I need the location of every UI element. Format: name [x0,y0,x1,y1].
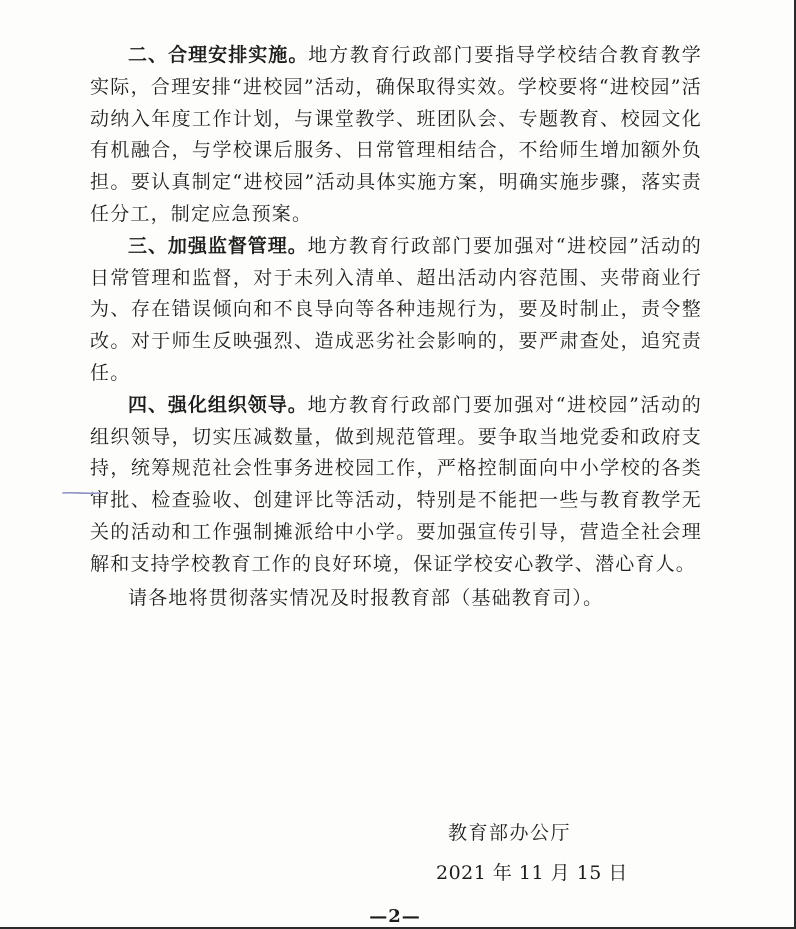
section-heading: 三、加强监督管理。 [128,234,308,257]
closing-paragraph: 请各地将贯彻落实情况及时报教育部（基础教育司）。 [128,586,604,609]
section-heading: 二、合理安排实施。 [128,44,309,66]
section-text: 地方教育行政部门要加强对“进校园”活动的日常管理和监督，对于未列入清单、超出活动内容范围、夹带商业行为、存在错误倾向和不良导向等各种违规行为，要及时制止，责令整改。对于师生反映强烈、造成恶劣社会影响的，要严肃查处，追究责任。 [90,234,702,384]
page-number: —2— [369,906,421,927]
signature-organization: 教育部办公厅 [448,822,572,844]
section-text: 地方教育行政部门要加强对“进校园”活动的组织领导，切实压减数量，做到规范管理。要争取当地党委和政府支持，统筹规范社会性事务进校园工作，严格控制面向中小学校的各类审批、检查验收、创建评比等活动，特别是不能把一些与教育教学无关的活动和工作强制摊派给中小学。要加强宣传引导，营造全社会理解和支持学校教育工作的良好环境，保证学校安心教学、潜心育人。 [90,393,702,575]
signature-date: 2021 年 11 月 15 日 [436,862,628,884]
paragraph-section-3 [90,231,702,390]
document-body [90,40,702,614]
paragraph-section-4 [90,390,702,581]
section-text: 地方教育行政部门要指导学校结合教育教学实际，合理安排“进校园”活动，确保取得实效。学校要将“进校园”活动纳入年度工作计划，与课堂教学、班团队会、专题教育、校园文化有机融合，与学校课后服务、日常管理相结合，不给师生增加额外负担。要认真制定“进校园”活动具体实施方案，明确实施步骤，落实责任分工，制定应急预案。 [90,44,702,225]
section-heading: 四、强化组织领导。 [128,393,308,416]
paragraph-section-2 [90,40,702,231]
pen-mark-scribble [62,490,102,496]
